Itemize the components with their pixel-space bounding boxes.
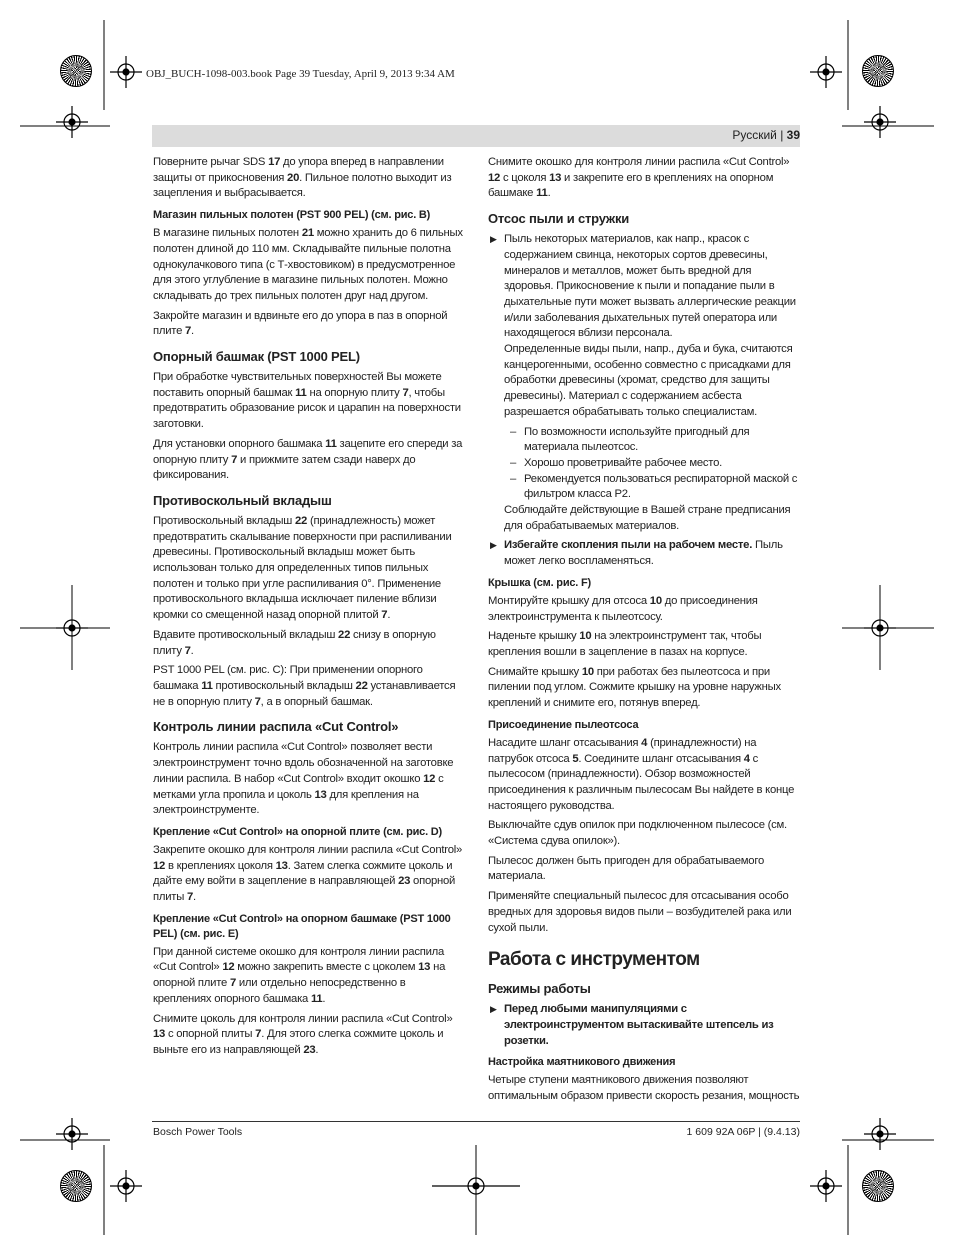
right-column <box>488 155 800 1109</box>
left-paragraph: Вдавите противоскольный вкладыш 22 снизу в опорную плиту 7. <box>153 628 436 657</box>
right-dash-item <box>488 425 800 456</box>
left-paragraph: Противоскольный вкладыш 22 (принадлежность) может предотвратить скалывание поверхности при распиливании древесины. Противоскольный вкладыш может быть использован только для определенных типов пильных полотен и только при угле распиливания 0°. Применение противоскольного вкладыша исключает пиление вблизи кромки со смещенной назад опорной плитой 7. <box>153 514 452 622</box>
left-heading: Магазин пильных полотен (PST 900 PEL) (см. рис. B) <box>153 209 431 222</box>
bullet-triangle-icon: ▶ <box>490 1004 497 1015</box>
header-language: Русский | <box>732 128 787 142</box>
right-heading: Отсос пыли и стружки <box>488 211 630 227</box>
left-paragraph: При данной системе окошко для контроля линии распила «Cut Control» 12 можно закрепить вместе с цоколем 13 на опорной плите 7 или отдельно непосредственно в креплениях опорного башмака 11. <box>153 945 446 1005</box>
bullet-triangle-icon: ▶ <box>490 540 497 551</box>
right-paragraph: Четыре ступени маятникового движения позволяют оптимальным образом привести скорость резания, мощность <box>488 1074 800 1103</box>
bullet-text: Избегайте скопления пыли на рабочем месте. Пыль может легко воспламеняться. <box>504 539 783 568</box>
right-paragraph: Наденьте крышку 10 на электроинструмент так, чтобы крепления вошли в зацепление в пазах на корпусе. <box>488 630 762 658</box>
right-paragraph: Снимите окошко для контроля линии распила «Cut Control» 12 с цоколя 13 и закрепите его в креплениях на опорном башмаке 11. <box>488 156 790 200</box>
dash-text: Хорошо проветривайте рабочее место. <box>524 456 722 469</box>
registration-disc-top-right <box>862 55 894 87</box>
right-indented-paragraph: Соблюдайте действующие в Вашей стране предписания для обрабатываемых материалов. <box>504 504 791 532</box>
left-paragraph: Поверните рычаг SDS 17 до упора вперед в направлении защиты от прикосновения 20. Пильное полотно выходит из зацепления и выбрасывается. <box>153 156 452 200</box>
right-paragraph: Выключайте сдув опилок при подключенном пылесосе (см. «Система сдува опилок»). <box>488 819 787 848</box>
right-dash-item <box>488 456 800 472</box>
right-paragraph: Монтируйте крышку для отсоса 10 до присоединения электроинструмента к пылеотсосу. <box>488 594 758 623</box>
footer-brand: Bosch Power Tools <box>153 1126 243 1138</box>
right-paragraph: Насадите шланг отсасывания 4 (принадлежности) на патрубок отсоса 5. Соедините шланг отсасывания 4 с пылесосом (принадлежности). Обзор возможностей присоединения к различным пылесосам Вы найдете в конце настоящего руководства. <box>488 736 795 812</box>
left-heading: Крепление «Cut Control» на опорном башмаке (PST 1000 PEL) (см. рис. E) <box>153 912 451 940</box>
left-paragraph: Закрепите окошко для контроля линии распила «Cut Control» 12 в креплениях цоколя 13. Затем слегка сожмите цоколь и дайте ему войти в зацепление в направляющей 23 опорной плиты 7. <box>153 843 463 904</box>
right-paragraph: Снимайте крышку 10 при работах без пылеотсоса и при пилении под углом. Сожмите крышку на уровне наружных креплений и снимите его, потянув вперед. <box>488 665 781 710</box>
right-paragraph: Пылесос должен быть пригоден для обрабатываемого материала. <box>488 854 764 883</box>
registration-disc-top-left <box>60 55 92 87</box>
left-heading: Противоскольный вкладыш <box>153 492 332 508</box>
left-paragraph: PST 1000 PEL (см. рис. C): При применении опорного башмака 11 противоскольный вкладыш 22 устанавливается не в опорную плиту 7, а в опорный башмак. <box>153 664 456 708</box>
footer-rule <box>152 1121 800 1122</box>
page-header <box>732 128 800 142</box>
right-heading: Крышка (см. рис. F) <box>488 576 591 589</box>
left-paragraph: При обработке чувствительных поверхностей Вы можете поставить опорный башмак 11 на опорную плиту 7, чтобы предотвратить образование рисок и царапин на поверхности заготовки. <box>153 371 461 431</box>
dash-text: По возможности используйте пригодный для материала пылеотсос. <box>524 425 750 454</box>
left-heading: Крепление «Cut Control» на опорной плите (см. рис. D) <box>153 825 443 838</box>
left-paragraph: Закройте магазин и вдвиньте его до упора в паз в опорной плите 7. <box>153 309 448 338</box>
footer-doc-number: 1 609 92A 06P | (9.4.13) <box>686 1126 800 1138</box>
bullet-triangle-icon: ▶ <box>490 234 497 245</box>
page-header-bar <box>152 125 800 147</box>
bullet-text: Перед любыми манипуляциями с электроинструментом вытаскивайте штепсель из розетки. <box>504 1003 774 1047</box>
page-number: 39 <box>786 128 800 142</box>
left-paragraph: Контроль линии распила «Cut Control» позволяет вести электроинструмент точно вдоль обозначенной на заготовке линии распила. В набор «Cut Control» входит окошко 12 с метками угла пропила и цоколь 13 для крепления на электроинструменте. <box>153 741 454 817</box>
registration-disc-bottom-left <box>60 1170 92 1202</box>
right-heading: Присоединение пылеотсоса <box>488 718 639 731</box>
dash-text: Рекомендуется пользоваться респираторной маской с фильтром класса P2. <box>524 472 798 501</box>
print-slug: OBJ_BUCH-1098-003.book Page 39 Tuesday, April 9, 2013 9:34 AM <box>146 68 455 80</box>
right-heading: Работа с инструментом <box>488 949 700 971</box>
dash-marker: – <box>510 472 517 485</box>
right-dash-item <box>488 472 800 503</box>
right-heading: Режимы работы <box>488 981 591 997</box>
right-paragraph: Применяйте специальный пылесос для отсасывания особо вредных для здоровья видов пыли – возбудителей рака или сухой пыли. <box>488 890 792 934</box>
left-heading: Опорный башмак (PST 1000 PEL) <box>153 349 360 365</box>
left-paragraph: Снимите цоколь для контроля линии распила «Cut Control» 13 с опорной плиты 7. Для этого слегка сожмите цоколь и выньте его из направляющей 23. <box>153 1012 453 1056</box>
left-heading: Контроль линии распила «Cut Control» <box>153 719 399 735</box>
dash-marker: – <box>510 425 517 438</box>
right-bullet-item <box>488 1002 800 1049</box>
dash-marker: – <box>510 456 517 469</box>
right-bullet-item <box>488 538 800 569</box>
left-column <box>153 155 465 1063</box>
registration-disc-bottom-right <box>862 1170 894 1202</box>
bullet-text: Пыль некоторых материалов, как напр., красок с содержанием свинца, некоторых сортов древесины, минералов и металлов, может быть вредной для здоровья. Прикосновение к пыли и попадание пыли в дыхательные пути может вызвать аллергические реакции и/или заболевания дыхательных путей оператора или находящегося вблизи персонала. Определенные виды пыли, напр., дуба и бука, считаются канцерогенными, особенно совместно с присадками для обработки древесины (хромат, средство для защиты древесины). Материал с содержанием асбеста разрешается обрабатывать только специалистам. <box>504 233 796 418</box>
left-paragraph: В магазине пильных полотен 21 можно хранить до 6 пильных полотен длиной до 110 мм. Складывайте пильные полотна однокулачкового типа (с Т-хвостовиком) в предусмотренное для этого углубление в магазине пильных полотен. Можно складывать до трех пильных полотен друг над другом. <box>153 227 463 302</box>
right-bullet-item <box>488 232 800 420</box>
right-heading: Настройка маятникового движения <box>488 1056 676 1069</box>
left-paragraph: Для установки опорного башмака 11 зацепите его спереди за опорную плиту 7 и прижмите затем сзади наверх до фиксирования. <box>153 437 463 482</box>
